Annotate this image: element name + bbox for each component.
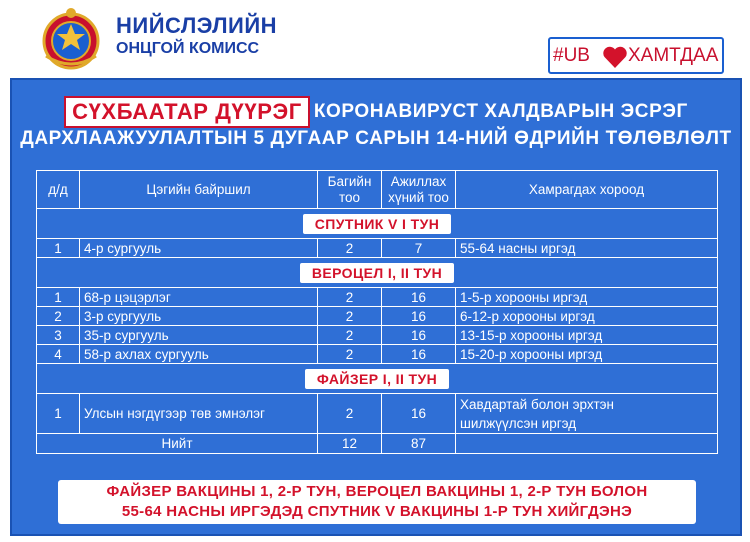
org-subtitle: ОНЦГОЙ КОМИСС [116,40,260,57]
section-row [37,258,718,288]
vaccination-plan-table [36,170,718,454]
cell-workers: 7 [382,239,456,258]
header-teams-line1: Багийн [327,173,372,189]
cell-workers: 16 [382,288,456,307]
cell-coverage: 1-5-р хорооны иргэд [456,288,718,307]
table-row [37,345,718,364]
cell-teams: 2 [318,307,382,326]
cell-teams: 2 [318,239,382,258]
hashtag-badge [548,37,724,74]
section-row [37,209,718,239]
cell-location: 68-р цэцэрлэг [80,288,318,307]
total-coverage-empty [456,434,718,454]
cell-coverage-line2: шилжүүлсэн иргэд [460,415,577,431]
cell-workers: 16 [382,394,456,434]
district-name: СҮХБААТАР ДҮҮРЭГ [64,96,310,128]
cell-coverage: 15-20-р хорооны иргэд [456,345,718,364]
cell-num: 2 [37,307,80,326]
header-coverage: Хамрагдах хороод [456,171,718,209]
cell-coverage: 13-15-р хорооны иргэд [456,326,718,345]
cell-teams: 2 [318,288,382,307]
cell-teams: 2 [318,326,382,345]
footer-line-2: 55-64 НАСНЫ ИРГЭДЭД СПУТНИК V ВАКЦИНЫ 1-Р ТУН ХИЙГДЭНЭ [121,503,633,520]
cell-num: 1 [37,239,80,258]
cell-teams: 2 [318,345,382,364]
cell-coverage: 6-12-р хорооны иргэд [456,307,718,326]
cell-location: 3-р сургууль [80,307,318,326]
footer-line-1: ФАЙЗЕР ВАКЦИНЫ 1, 2-Р ТУН, ВЕРОЦЕЛ ВАКЦИНЫ 1, 2-Р ТУН БОЛОН [106,483,648,500]
cell-coverage: 55-64 насны иргэд [456,239,718,258]
total-row [37,434,718,454]
header-workers-line1: Ажиллах [390,173,447,189]
heart-icon [602,45,628,69]
table-row [37,239,718,258]
title-line-1 [12,96,740,128]
table-row [37,326,718,345]
cell-location: 35-р сургууль [80,326,318,345]
hashtag-suffix: ХАМТДАА [628,45,719,66]
total-workers: 87 [382,434,456,454]
header [0,0,750,78]
hashtag-prefix: #UB [553,45,590,66]
cell-workers: 16 [382,307,456,326]
table-row [37,288,718,307]
plan-panel [10,78,742,536]
state-emblem-icon [38,6,104,72]
cell-coverage-line1: Хавдартай болон эрхтэн [460,396,615,412]
header-location: Цэгийн байршил [80,171,318,209]
section-label: ФАЙЗЕР I, II ТУН [305,369,449,389]
header-num: д/д [37,171,80,209]
org-title: НИЙСЛЭЛИЙН [116,13,278,38]
cell-location: 4-р сургууль [80,239,318,258]
table-row [37,307,718,326]
cell-location: Улсын нэгдүгээр төв эмнэлэг [80,394,318,434]
title-line-1-text: КОРОНАВИРУСТ ХАЛДВАРЫН ЭСРЭГ [313,101,688,122]
title-line-2: ДАРХЛААЖУУЛАЛТЫН 5 ДУГААР САРЫН 14-НИЙ ӨДРИЙН ТӨЛӨВЛӨЛТ [20,128,732,149]
header-teams-line2: тоо [338,189,361,205]
footer-notice [58,480,696,524]
table-row [37,394,718,434]
cell-location: 58-р ахлах сургууль [80,345,318,364]
table-header-row [37,171,718,209]
header-workers [382,171,456,209]
section-label: СПУТНИК V I ТУН [303,214,451,234]
section-row [37,364,718,394]
cell-coverage [456,394,718,434]
total-teams: 12 [318,434,382,454]
cell-num: 3 [37,326,80,345]
total-label: Нийт [37,434,318,454]
cell-num: 4 [37,345,80,364]
header-workers-line2: хүний тоо [388,189,449,205]
header-teams [318,171,382,209]
cell-teams: 2 [318,394,382,434]
cell-num: 1 [37,288,80,307]
cell-workers: 16 [382,326,456,345]
cell-workers: 16 [382,345,456,364]
cell-num: 1 [37,394,80,434]
section-label: ВЕРОЦЕЛ I, II ТУН [300,263,454,283]
